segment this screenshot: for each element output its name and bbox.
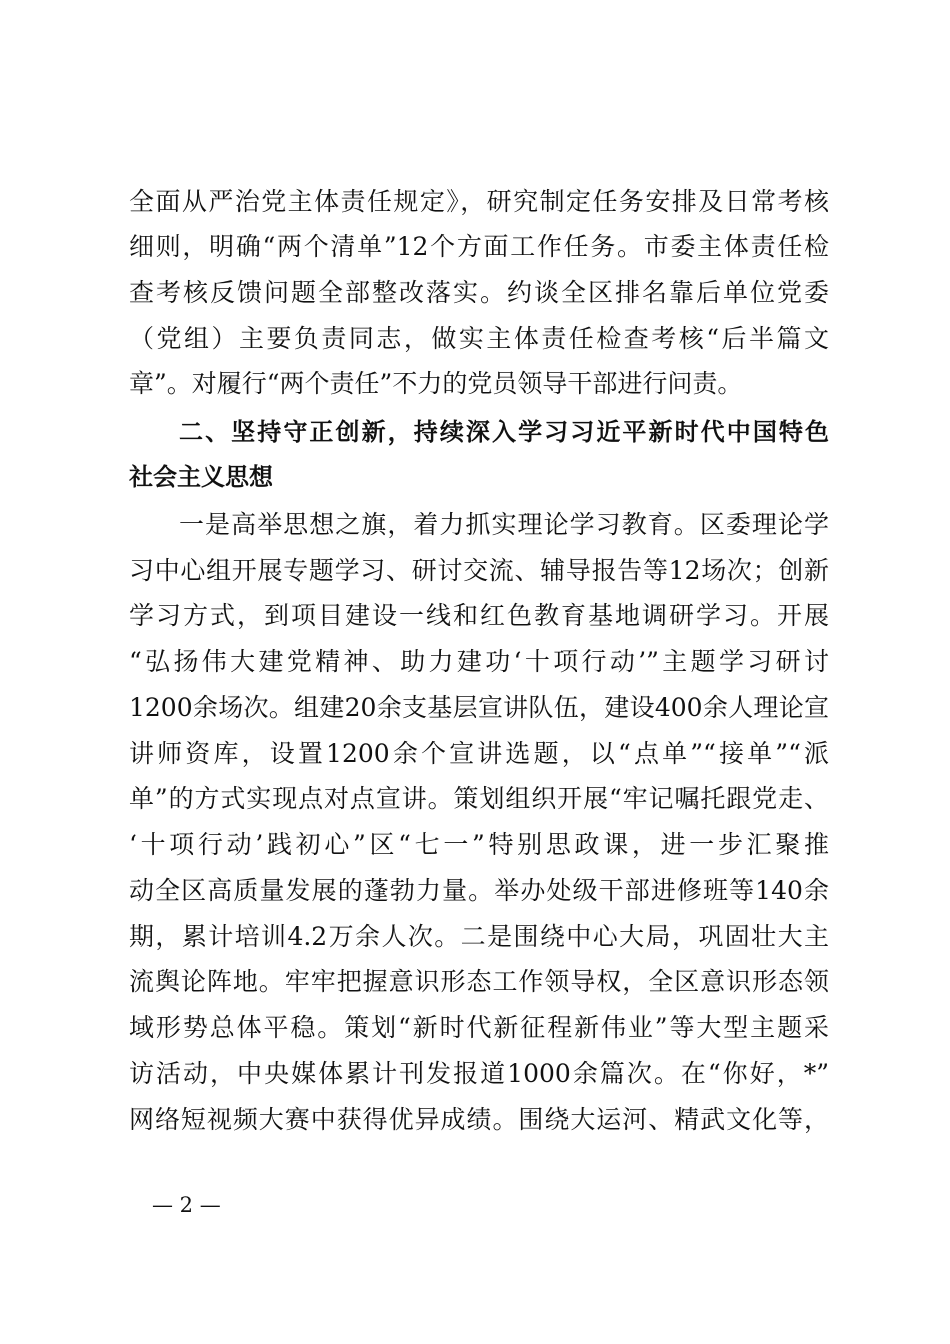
body-text-line: “弘扬伟大建党精神、助力建功‘十项行动’”主题学习研讨 <box>129 647 829 676</box>
body-text-line: 1200余场次。组建20余支基层宣讲队伍，建设400余人理论宣 <box>129 693 829 722</box>
page-number: — 2 — <box>152 1193 221 1217</box>
body-text-line: （党组）主要负责同志，做实主体责任检查考核“后半篇文 <box>129 324 829 353</box>
body-text-line: 讲师资库，设置1200余个宣讲选题，以“点单”“接单”“派 <box>129 739 829 768</box>
body-text-line: 网络短视频大赛中获得优异成绩。围绕大运河、精武文化等， <box>129 1105 829 1134</box>
body-text-line: 动全区高质量发展的蓬勃力量。举办处级干部进修班等140余 <box>129 876 829 905</box>
body-text-line: 期，累计培训4.2万余人次。二是围绕中心大局，巩固壮大主 <box>129 922 829 951</box>
section-heading-line: 二、坚持守正创新，持续深入学习习近平新时代中国特色 <box>179 418 829 446</box>
body-text-line: 章”。对履行“两个责任”不力的党员领导干部进行问责。 <box>129 369 743 398</box>
body-text-line: 单”的方式实现点对点宣讲。策划组织开展“牢记嘱托跟党走、 <box>129 784 829 813</box>
section-heading-line: 社会主义思想 <box>129 463 273 491</box>
body-text-line: 访活动，中央媒体累计刊发报道1000余篇次。在“你好，*” <box>129 1059 829 1088</box>
body-text-line: 一是高举思想之旗，着力抓实理论学习教育。区委理论学 <box>179 510 829 539</box>
body-text-line: 流舆论阵地。牢牢把握意识形态工作领导权，全区意识形态领 <box>129 967 829 996</box>
body-text-line: 学习方式，到项目建设一线和红色教育基地调研学习。开展 <box>129 601 829 630</box>
body-text-line: 查考核反馈问题全部整改落实。约谈全区排名靠后单位党委 <box>129 278 829 307</box>
body-text-line: 细则，明确“两个清单”12个方面工作任务。市委主体责任检 <box>129 232 829 261</box>
body-text-line: 习中心组开展专题学习、研讨交流、辅导报告等12场次；创新 <box>129 556 829 585</box>
body-text-line: 全面从严治党主体责任规定》，研究制定任务安排及日常考核 <box>129 187 829 216</box>
body-text-line: ‘十项行动’践初心”区“七一”特别思政课，进一步汇聚推 <box>129 830 829 859</box>
body-text-line: 域形势总体平稳。策划“新时代新征程新伟业”等大型主题采 <box>129 1013 829 1042</box>
